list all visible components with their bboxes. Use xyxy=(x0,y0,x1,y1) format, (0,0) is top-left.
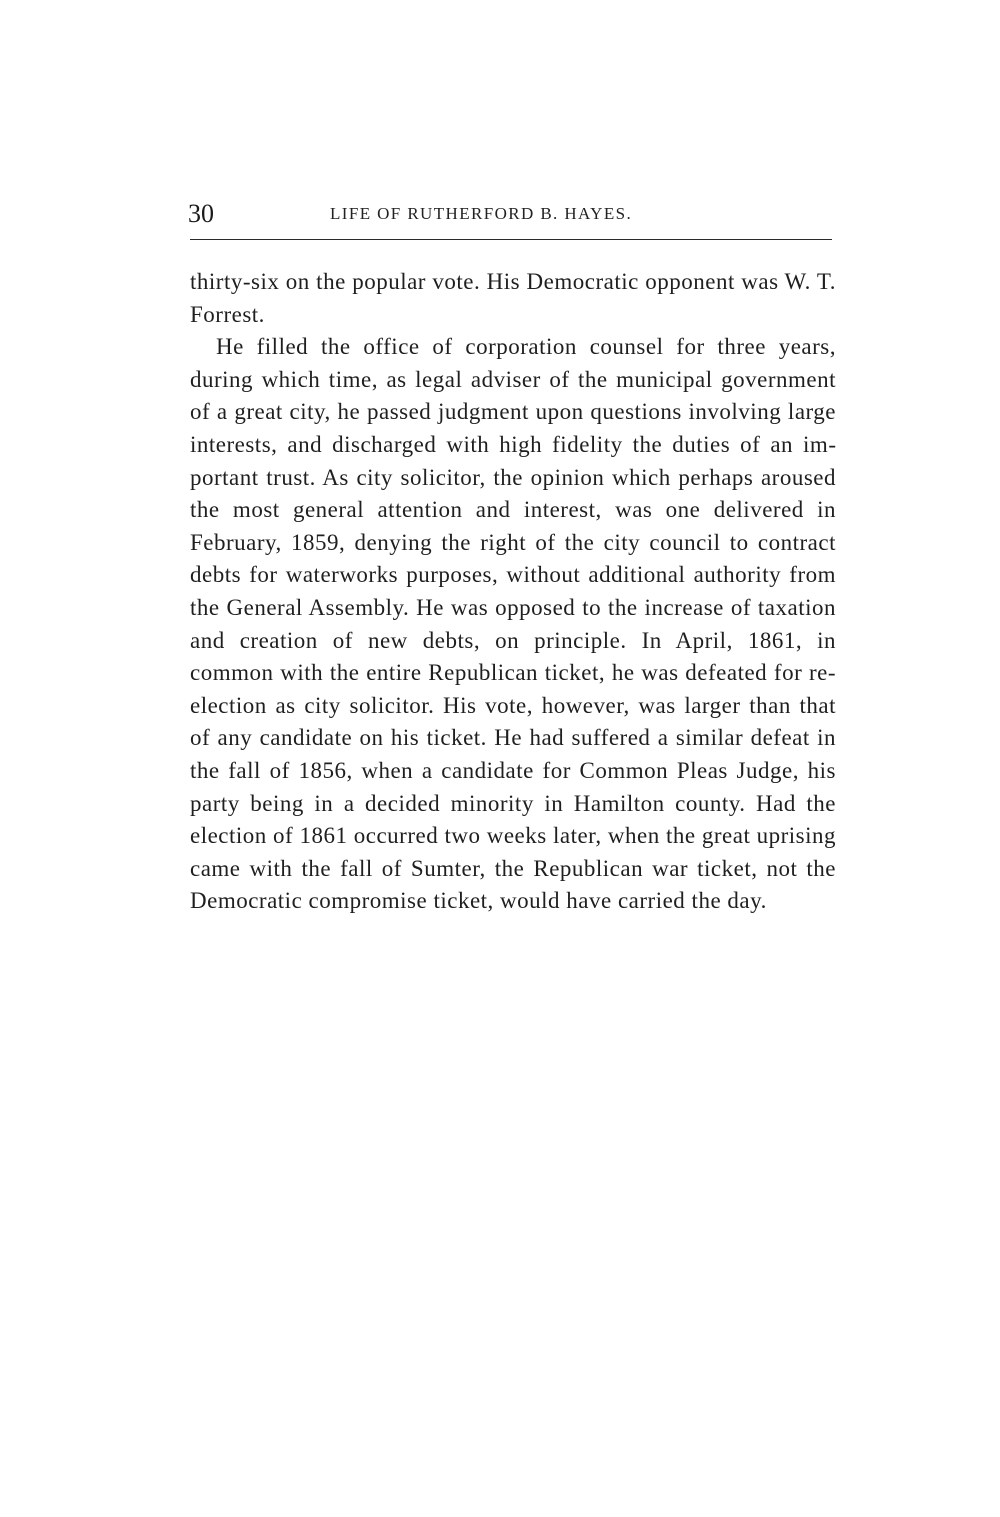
paragraph-corporation-counsel: He filled the office of corporation counsel for three years, during which time, as legal adviser of the municipal government of a great city, he passed judgment upon questions involving large interests, and discharged with high fidelity the duties of an important trust. As city solicitor, the opinion which perhaps aroused the most general attention and interest, was one delivered in February, 1859, denying the right of the city council to contract debts for waterworks purposes, without additional authority from the General Assembly. He was opposed to the increase of taxation and creation of new debts, on principle. In April, 1861, in common with the entire Republican ticket, he was defeated for re-election as city solicitor. His vote, however, was larger than that of any candidate on his ticket. He had suffered a similar defeat in the fall of 1856, when a candidate for Common Pleas Judge, his party being in a decided minority in Hamilton county. Had the election of 1861 occurred two weeks later, when the great uprising came with the fall of Sumter, the Republican war ticket, not the Democratic compromise ticket, would have carried the day. xyxy=(190,334,836,914)
body-text xyxy=(190,266,836,918)
header-rule xyxy=(190,239,832,240)
running-title: LIFE OF RUTHERFORD B. HAYES. xyxy=(330,204,633,223)
paragraph-continuation: thirty-six on the popular vote. His Democratic opponent was W. T. Forrest. xyxy=(190,269,836,327)
page-number: 30 xyxy=(188,199,214,228)
running-head xyxy=(188,196,836,232)
